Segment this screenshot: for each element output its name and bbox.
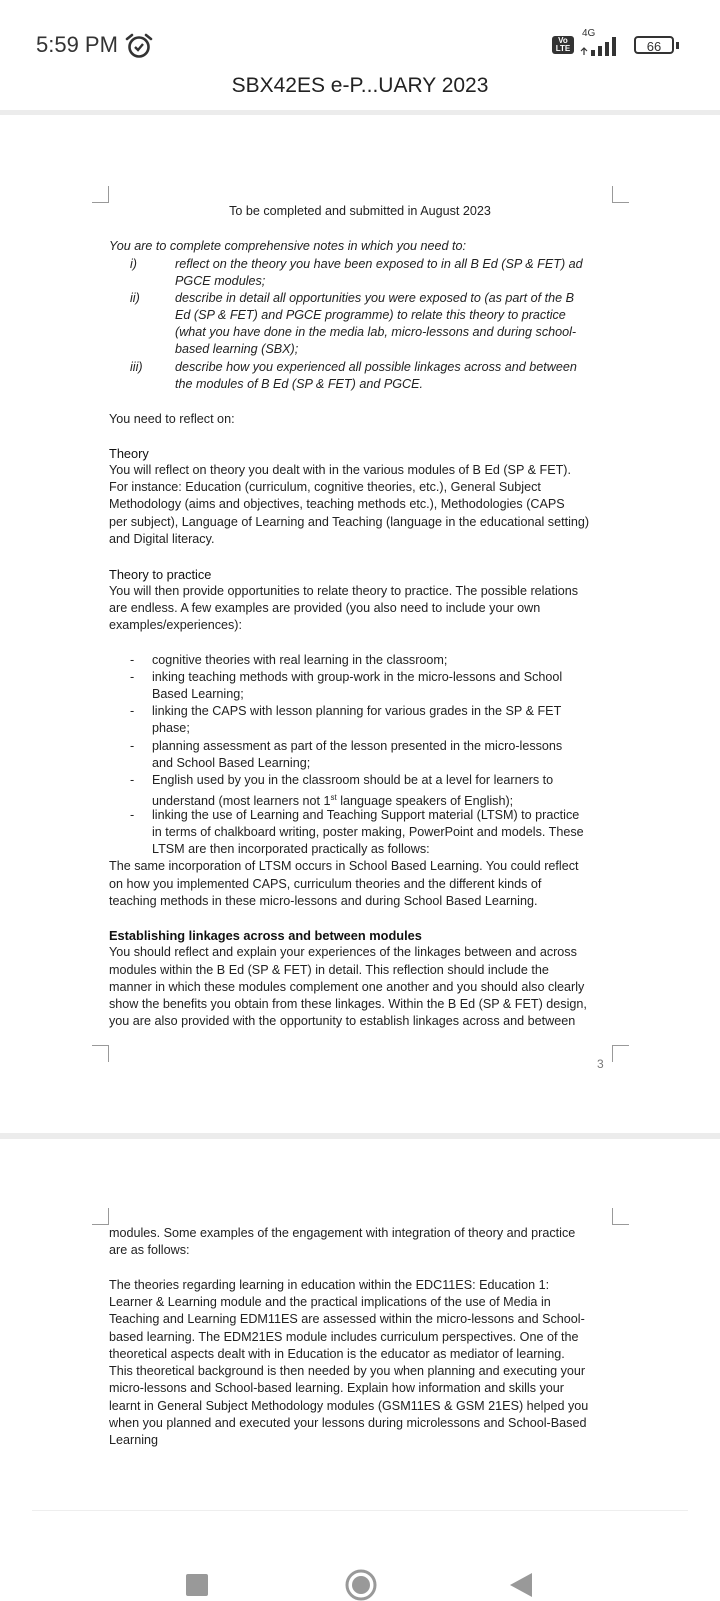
- signal-strength-icon: [580, 36, 626, 56]
- numbered-item-text: (what you have done in the media lab, micro-lessons and during school-: [175, 325, 577, 339]
- theory-paragraph-line: You will reflect on theory you dealt with in the various modules of B Ed (SP & FET).: [109, 463, 571, 477]
- bullet-text: cognitive theories with real learning in the classroom;: [152, 653, 448, 667]
- page4-paragraph-line: This theoretical background is then needed by you when planning and executing your: [109, 1364, 586, 1378]
- bullet-text: English used by you in the classroom should be at a level for learners to: [152, 773, 554, 787]
- page-corner-mark: [92, 186, 109, 203]
- bullet-marker: -: [130, 670, 135, 684]
- ltsm-paragraph-line: The same incorporation of LTSM occurs in School Based Learning. You could reflect: [109, 859, 579, 873]
- battery-tip: [676, 42, 679, 49]
- theory-to-practice-heading: Theory to practice: [109, 567, 212, 582]
- page4-paragraph-line: Teaching and Learning EDM11ES are assessed within the micro-lessons and School-: [109, 1312, 585, 1326]
- linkages-paragraph-line: you are also provided with the opportunity to establish linkages across and between: [109, 1014, 576, 1028]
- reflect-on-text: You need to reflect on:: [109, 412, 235, 426]
- page-corner-mark: [612, 1208, 629, 1225]
- network-type-label: 4G: [582, 28, 596, 39]
- numbered-item-text: the modules of B Ed (SP & FET) and PGCE.: [175, 377, 424, 391]
- document-title: SBX42ES e-P...UARY 2023: [231, 74, 489, 97]
- recents-square-icon[interactable]: [186, 1574, 208, 1596]
- home-circle-icon[interactable]: [345, 1569, 377, 1601]
- bullet-marker: -: [130, 704, 135, 718]
- battery-indicator: 66: [634, 36, 674, 54]
- page4-paragraph-line: micro-lessons and School-based learning. Explain how information and skills your: [109, 1381, 565, 1395]
- numbered-item-text: reflect on the theory you have been exposed to in all B Ed (SP & FET) ad: [175, 257, 583, 271]
- bullet-marker: -: [130, 773, 135, 787]
- linkages-paragraph-line: show the benefits you obtain from these linkages. Within the B Ed (SP & FET) design,: [109, 997, 587, 1011]
- page4-paragraph-line: learnt in General Subject Methodology modules (GSM11ES & GSM 21ES) helped you: [109, 1399, 589, 1413]
- bullet-text: phase;: [152, 721, 190, 735]
- item-numeral: iii): [130, 360, 143, 374]
- intro-text: You are to complete comprehensive notes in which you need to:: [109, 239, 467, 253]
- bullet-text: inking teaching methods with group-work in the micro-lessons and School: [152, 670, 563, 684]
- page-corner-mark: [92, 1208, 109, 1225]
- page4-paragraph-line: Learner & Learning module and the practical implications of the use of Media in: [109, 1295, 551, 1309]
- page4-paragraph-line: The theories regarding learning in education within the EDC11ES: Education 1:: [109, 1278, 550, 1292]
- page4-paragraph-line: Learning: [109, 1433, 159, 1447]
- bullet-text: and School Based Learning;: [152, 756, 311, 770]
- back-triangle-icon[interactable]: [508, 1571, 534, 1599]
- linkages-heading: Establishing linkages across and between modules: [109, 928, 422, 943]
- page4-paragraph-line: theoretical aspects dealt with in Education is the educator as mediator of learning.: [109, 1347, 565, 1361]
- submission-deadline: To be completed and submitted in August 2023: [229, 204, 491, 218]
- theory-paragraph-line: For instance: Education (curriculum, cognitive theories, etc.), General Subject: [109, 480, 541, 494]
- ttp-paragraph-line: are endless. A few examples are provided (you also need to include your own: [109, 601, 541, 615]
- page4-paragraph-line: when you planned and executed your lessons during microlessons and School-Based: [109, 1416, 587, 1430]
- page4-paragraph-line: based learning. The EDM21ES module includes curriculum perspectives. One of the: [109, 1330, 579, 1344]
- numbered-item-text: based learning (SBX);: [175, 342, 299, 356]
- bullet-marker: -: [130, 808, 135, 822]
- bullet-marker: -: [130, 653, 135, 667]
- page4-paragraph-line: modules. Some examples of the engagement with integration of theory and practice: [109, 1226, 576, 1240]
- numbered-item-text: describe how you experienced all possible linkages across and between: [175, 360, 577, 374]
- page4-paragraph-line: are as follows:: [109, 1243, 190, 1257]
- theory-paragraph-line: Methodology (aims and objectives, teaching methods etc.), Methodologies (CAPS: [109, 497, 565, 511]
- status-time: 5:59 PM: [36, 32, 118, 57]
- numbered-item-text: describe in detail all opportunities you were exposed to (as part of the B: [175, 291, 575, 305]
- bullet-text-part: language speakers of English);: [336, 794, 514, 809]
- bullet-text: LTSM are then incorporated practically as follows:: [152, 842, 430, 856]
- linkages-paragraph-line: modules within the B Ed (SP & FET) in detail. This reflection should include the: [109, 963, 549, 977]
- bullet-text-part: understand (most learners not 1: [152, 794, 331, 809]
- bullet-text: in terms of chalkboard writing, poster making, PowerPoint and models. These: [152, 825, 584, 839]
- bullet-text: linking the use of Learning and Teaching Support material (LTSM) to practice: [152, 808, 580, 822]
- item-numeral: i): [130, 257, 137, 271]
- bullet-marker: -: [130, 739, 135, 753]
- ttp-paragraph-line: You will then provide opportunities to relate theory to practice. The possible relations: [109, 584, 579, 598]
- bullet-text: planning assessment as part of the lesson presented in the micro-lessons: [152, 739, 563, 753]
- page-number: 3: [597, 1057, 604, 1071]
- alarm-clock-icon: [124, 33, 154, 59]
- bullet-text: Based Learning;: [152, 687, 244, 701]
- page-corner-mark: [92, 1045, 109, 1062]
- superscript: st: [330, 793, 337, 802]
- numbered-item-text: Ed (SP & FET) and PGCE programme) to relate this theory to practice: [175, 308, 566, 322]
- volte-badge: Vo LTE: [552, 36, 574, 54]
- theory-paragraph-line: and Digital literacy.: [109, 532, 215, 546]
- page-corner-mark: [612, 1045, 629, 1062]
- theory-paragraph-line: per subject), Language of Learning and Teaching (language in the educational setting): [109, 515, 590, 529]
- ltsm-paragraph-line: on how you implemented CAPS, curriculum theories and the different kinds of: [109, 877, 542, 891]
- item-numeral: ii): [130, 291, 140, 305]
- status-bar: [0, 0, 720, 62]
- ltsm-paragraph-line: teaching methods in these micro-lessons and during School Based Learning.: [109, 894, 538, 908]
- theory-heading: Theory: [109, 446, 149, 461]
- numbered-item-text: PGCE modules;: [175, 274, 266, 288]
- ttp-paragraph-line: examples/experiences):: [109, 618, 242, 632]
- page-corner-mark: [612, 186, 629, 203]
- linkages-paragraph-line: You should reflect and explain your experiences of the linkages between and across: [109, 945, 577, 959]
- linkages-paragraph-line: manner in which these modules complement one another and you should also clearly: [109, 980, 585, 994]
- bullet-text: linking the CAPS with lesson planning for various grades in the SP & FET: [152, 704, 562, 718]
